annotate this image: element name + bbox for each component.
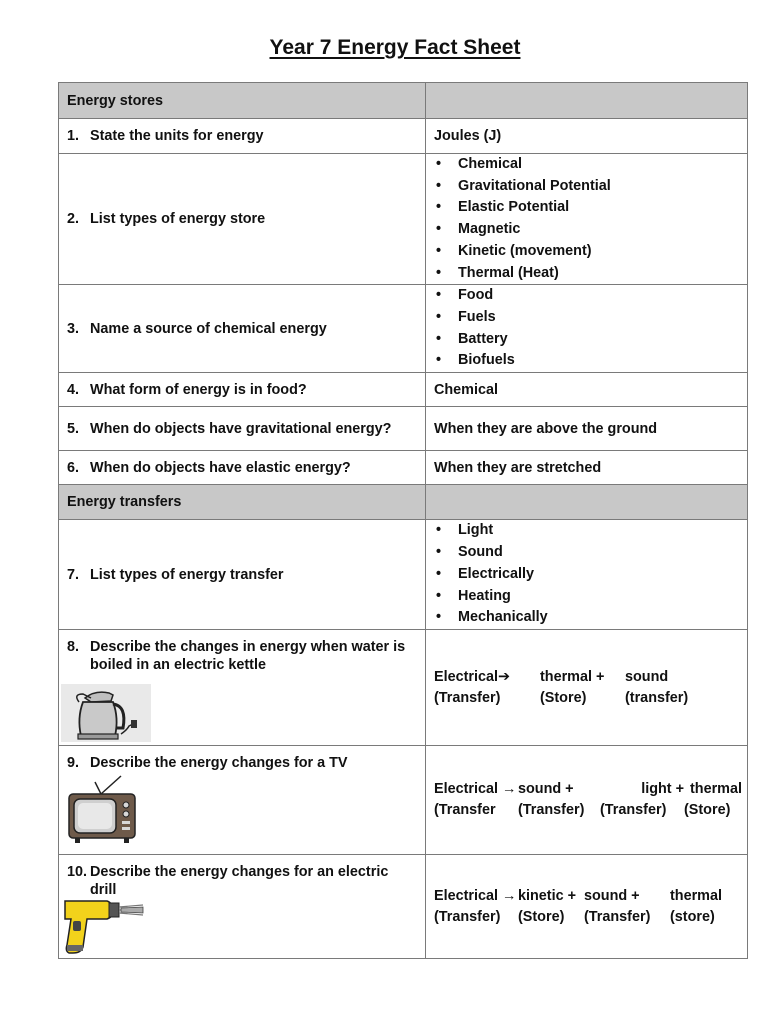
question-number: 3. (67, 320, 80, 337)
answer-list (434, 154, 739, 284)
question-text: Describe the changes in energy when water is boiled in an electric kettle (90, 639, 406, 674)
question-number: 2. (67, 211, 80, 228)
question-text: What form of energy is in food? (90, 381, 307, 398)
list-item: • Chemical (434, 154, 739, 176)
answer-term: thermal + (540, 668, 605, 685)
question-text: When do objects have gravitational energy? (90, 420, 392, 437)
list-item: • Heating (434, 586, 739, 608)
answer-term: sound + (518, 781, 574, 798)
fact-table (58, 82, 748, 959)
question-text: List types of energy store (90, 211, 266, 228)
list-item: • Fuels (434, 307, 739, 329)
answer-term: (Transfer) (434, 689, 501, 706)
answer-term: (Transfer) (434, 908, 501, 925)
list-item: • Battery (434, 329, 739, 351)
question-number: 8. (67, 639, 80, 656)
list-item: • Magnetic (434, 219, 739, 241)
answer-list (434, 285, 739, 372)
answer-term: Electrical → (434, 781, 517, 798)
answer-term: light + (641, 781, 684, 798)
answer-term: Electrical➔ (434, 668, 511, 685)
kettle-icon (61, 684, 151, 742)
drill-icon (61, 893, 145, 955)
list-item: • Sound (434, 542, 739, 564)
tv-icon (61, 774, 139, 844)
list-item: • Light (434, 520, 739, 542)
section-title: Energy transfers (59, 485, 426, 520)
list-item: • Kinetic (movement) (434, 241, 739, 263)
table-row (59, 407, 748, 451)
answer-term: (transfer) (625, 689, 689, 706)
question-text: List types of energy transfer (90, 566, 284, 583)
section-header-transfers (59, 485, 748, 520)
table-row (59, 119, 748, 154)
table-row (59, 154, 748, 285)
question-number: 7. (67, 566, 80, 583)
answer-text: When they are stretched (426, 451, 748, 485)
question-text: State the units for energy (90, 128, 264, 144)
answer-text: Chemical (426, 373, 748, 407)
answer-text: Joules (J) (426, 119, 748, 154)
table-row (59, 855, 748, 959)
page-title: Year 7 Energy Fact Sheet (269, 36, 521, 59)
list-item: • Thermal (Heat) (434, 263, 739, 285)
question-number: 4. (67, 381, 80, 398)
list-item: • Gravitational Potential (434, 176, 739, 198)
list-item: • Mechanically (434, 607, 739, 629)
answer-term: (store) (670, 908, 715, 925)
section-header-stores (59, 83, 748, 119)
table-row (59, 746, 748, 855)
question-text: Describe the energy changes for a TV (90, 755, 348, 772)
answer-term: (Transfer) (584, 908, 651, 925)
answer-term: thermal (670, 887, 722, 904)
answer-term: (Store) (684, 802, 731, 819)
question-number: 1. (67, 128, 80, 144)
table-row (59, 630, 748, 746)
section-title: Energy stores (59, 83, 426, 119)
energy-change-drill (434, 887, 739, 927)
answer-term: (Transfer) (518, 802, 585, 819)
answer-term: thermal (690, 781, 742, 798)
question-number: 10. (67, 864, 88, 881)
question-number: 5. (67, 420, 80, 437)
question-text: Describe the energy changes for an electric drill (90, 864, 389, 899)
energy-change-kettle (434, 668, 739, 708)
answer-term: sound + (584, 887, 640, 904)
list-item: • Biofuels (434, 350, 739, 372)
answer-term: (Store) (518, 908, 565, 925)
answer-list (434, 520, 739, 629)
question-number: 6. (67, 459, 80, 476)
table-row (59, 373, 748, 407)
answer-term: sound (625, 668, 669, 685)
answer-term: (Store) (540, 689, 587, 706)
list-item: • Elastic Potential (434, 197, 739, 219)
energy-change-tv (434, 780, 742, 820)
table-row (59, 451, 748, 485)
answer-term: (Transfer) (600, 802, 667, 819)
list-item: • Food (434, 285, 739, 307)
question-text: Name a source of chemical energy (90, 320, 327, 337)
answer-text: When they are above the ground (426, 407, 748, 451)
answer-term: (Transfer (434, 802, 496, 819)
question-text: When do objects have elastic energy? (90, 459, 351, 476)
answer-term: Electrical → (434, 887, 517, 904)
table-row (59, 285, 748, 373)
answer-term: kinetic + (518, 887, 576, 904)
question-number: 9. (67, 755, 80, 772)
list-item: • Electrically (434, 564, 739, 586)
table-row (59, 520, 748, 630)
